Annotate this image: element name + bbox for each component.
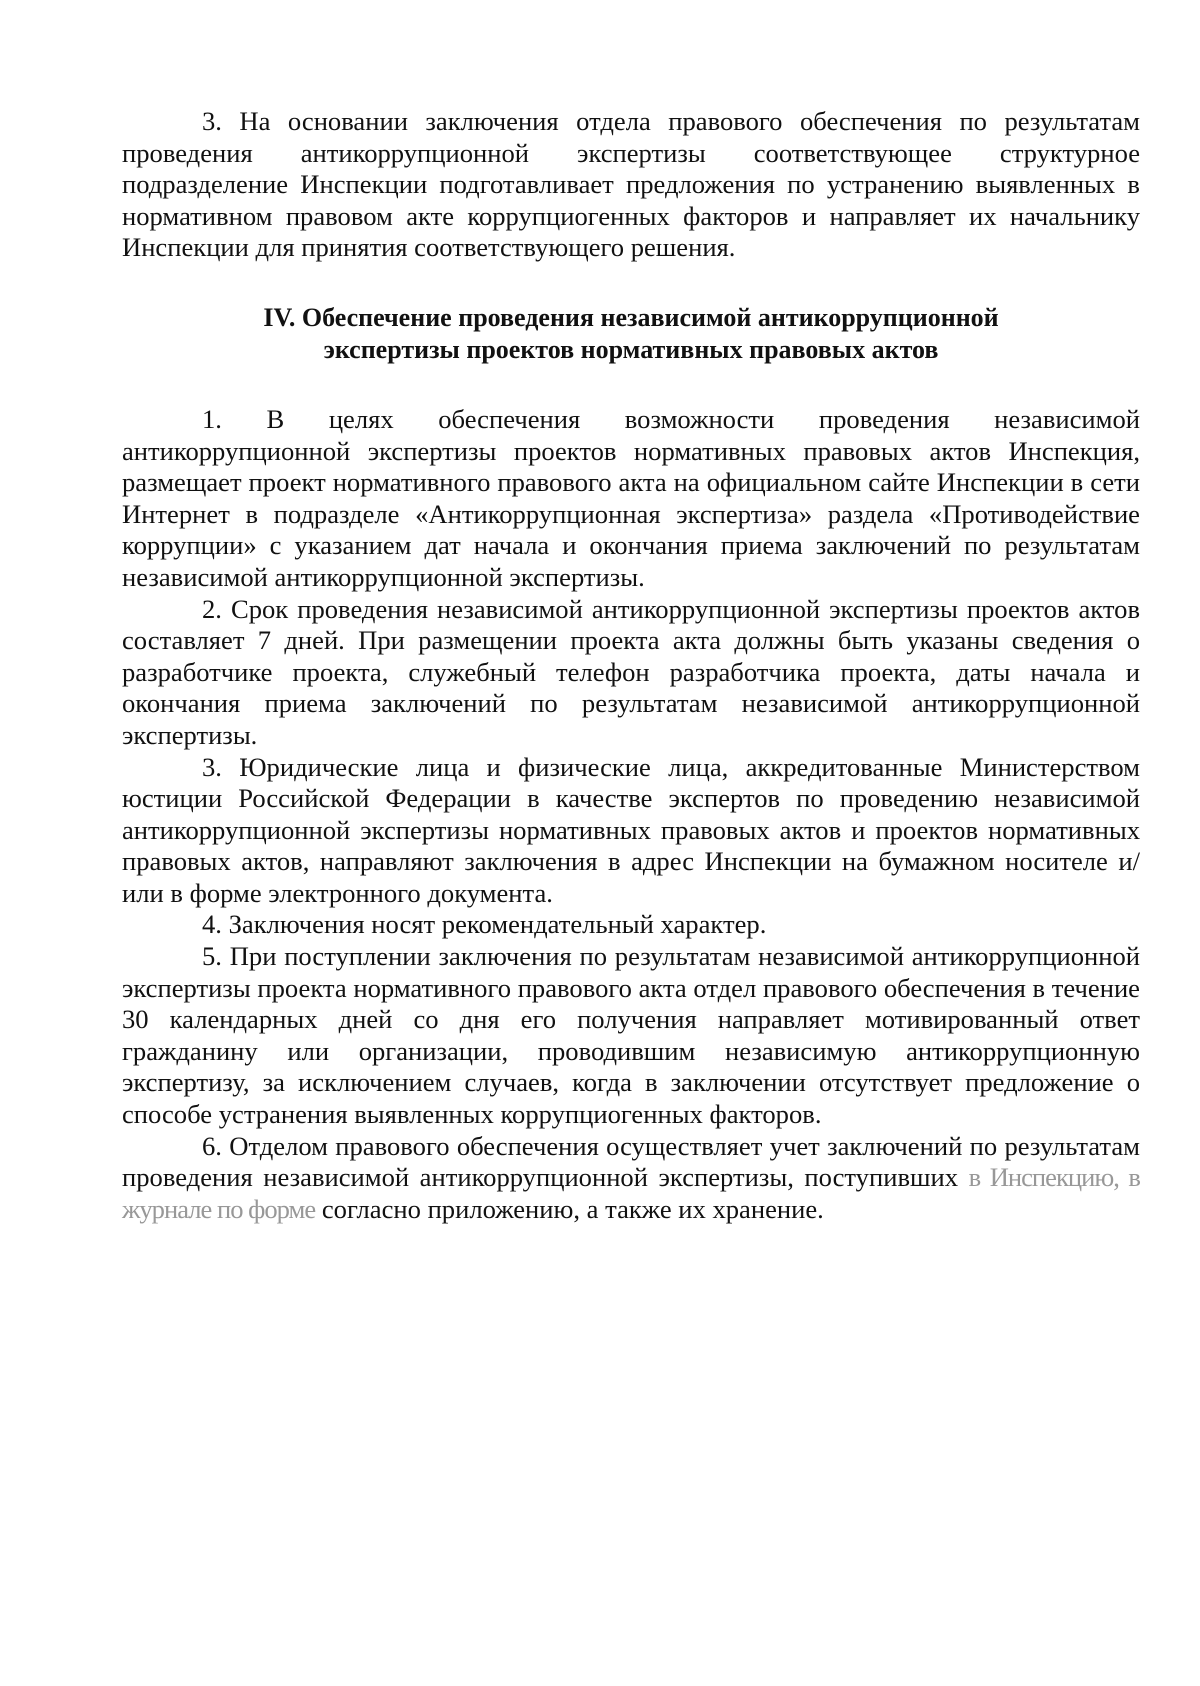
paragraph-6-tail-text: согласно приложению, а также их хранение.	[315, 1193, 824, 1224]
section-iv-paragraph-3: 3. Юридические лица и физические лица, аккредитованные Министерством юстиции Российской Федерации в качестве экспертов по проведению независимой антикоррупционной экспертизы нормативных правовых актов и проектов нормативных правовых актов, направляют заключения в адрес Инспекции на бумажном носителе и/или в форме электронного документа.	[122, 751, 1140, 908]
section-iv-paragraph-1: 1. В целях обеспечения возможности проведения независимой антикоррупционной экспертизы проектов нормативных правовых актов Инспекция, размещает проект нормативного правового акта на официальном сайте Инспекции в сети Интернет в подразделе «Антикоррупционная экспертиза» раздела «Противодействие коррупции» с указанием дат начала и окончания приема заключений по результатам независимой антикоррупционной экспертизы.	[122, 403, 1140, 592]
paragraph-3-intro: 3. На основании заключения отдела правового обеспечения по результатам проведения антикоррупционной экспертизы соответствующее структурное подразделение Инспекции подготавливает предложения по устранению выявленных в нормативном правовом акте коррупциогенных факторов и направляет их начальнику Инспекции для принятия соответствующего решения.	[122, 106, 1140, 263]
section-iv-title	[122, 302, 1140, 366]
paragraph-6-smudged-text: в Инспекцию, в журнале по форме	[122, 1162, 1140, 1224]
section-title-line-2: экспертизы проектов нормативных правовых актов	[323, 334, 939, 364]
section-iv-paragraph-4: 4. Заключения носят рекомендательный характер.	[202, 909, 767, 940]
section-iv-paragraph-2: 2. Срок проведения независимой антикоррупционной экспертизы проектов актов составляет 7 дней. При размещении проекта акта должны быть указаны сведения о разработчике проекта, служебный телефон разработчика проекта, даты начала и окончания приема заключений по результатам независимой антикоррупционной экспертизы.	[122, 593, 1140, 750]
document-page	[122, 106, 1140, 1225]
section-iv-paragraph-6	[122, 1131, 1140, 1226]
section-title-line-1: IV. Обеспечение проведения независимой антикоррупционной	[263, 302, 999, 332]
paragraph-6-main-text: 6. Отделом правового обеспечения осуществляет учет заключений по результатам проведения независимой антикоррупционной экспертизы, поступивших	[122, 1130, 1140, 1193]
section-iv-paragraph-5: 5. При поступлении заключения по результатам независимой антикоррупционной экспертизы проекта нормативного правового акта отдел правового обеспечения в течение 30 календарных дней со дня его получения направляет мотивированный ответ гражданину или организации, проводившим независимую антикоррупционную экспертизу, за исключением случаев, когда в заключении отсутствует предложение о способе устранения выявленных коррупциогенных факторов.	[122, 941, 1140, 1130]
